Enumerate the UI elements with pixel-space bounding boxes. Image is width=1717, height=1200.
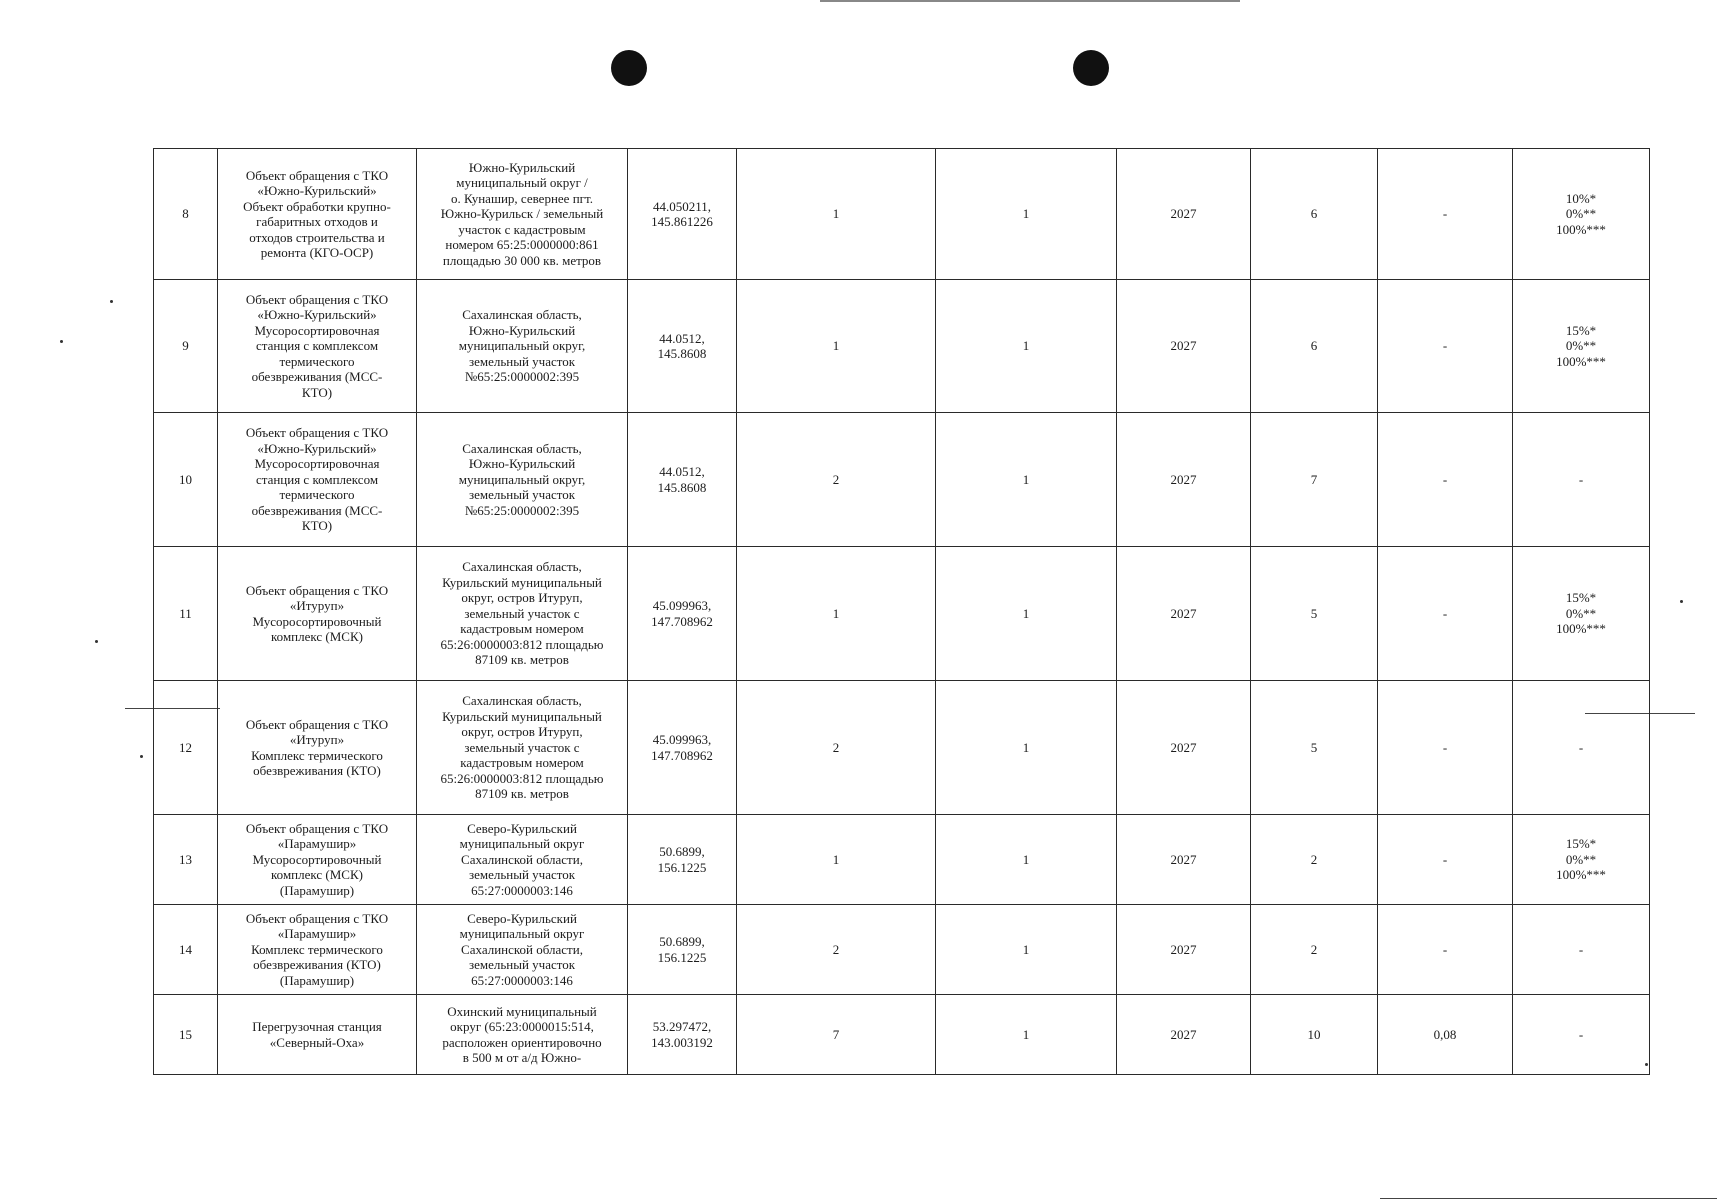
facility-coordinates: 44.0512, 145.8608 (628, 280, 737, 413)
cell-value-b: 1 (936, 995, 1117, 1075)
row-number: 10 (154, 413, 218, 547)
row-number: 12 (154, 681, 218, 815)
table-body (154, 149, 1650, 1075)
facility-coordinates: 44.050211, 145.861226 (628, 149, 737, 280)
row-number: 14 (154, 905, 218, 995)
table-row (154, 280, 1650, 413)
cell-value-e: - (1378, 905, 1513, 995)
row-number: 9 (154, 280, 218, 413)
cell-value-a: 2 (737, 905, 936, 995)
table-row (154, 905, 1650, 995)
cell-percentages: - (1513, 905, 1650, 995)
cell-year: 2027 (1117, 905, 1251, 995)
facility-address: Сахалинская область, Курильский муниципальный округ, остров Итуруп, земельный участок с кадастровым номером 65:26:0000003:812 площадью 87109 кв. метров (417, 547, 628, 681)
facility-address: Сахалинская область, Южно-Курильский муниципальный округ, земельный участок №65:25:0000002:395 (417, 280, 628, 413)
facility-coordinates: 45.099963, 147.708962 (628, 681, 737, 815)
cell-value-d: 10 (1251, 995, 1378, 1075)
cell-value-d: 2 (1251, 815, 1378, 905)
cell-year: 2027 (1117, 815, 1251, 905)
row-number: 8 (154, 149, 218, 280)
facility-address: Сахалинская область, Курильский муниципальный округ, остров Итуруп, земельный участок с кадастровым номером 65:26:0000003:812 площадью 87109 кв. метров (417, 681, 628, 815)
cell-year: 2027 (1117, 413, 1251, 547)
table-row (154, 995, 1650, 1075)
cell-percentages: - (1513, 413, 1650, 547)
cell-value-e: - (1378, 815, 1513, 905)
cell-value-a: 1 (737, 149, 936, 280)
cell-year: 2027 (1117, 995, 1251, 1075)
scan-speck (110, 300, 113, 303)
cell-value-b: 1 (936, 681, 1117, 815)
cell-percentages: 15%* 0%** 100%*** (1513, 815, 1650, 905)
punch-hole-left (611, 50, 647, 86)
cell-value-b: 1 (936, 547, 1117, 681)
table-row (154, 681, 1650, 815)
cell-value-e: - (1378, 149, 1513, 280)
table-row (154, 413, 1650, 547)
facility-address: Сахалинская область, Южно-Курильский муниципальный округ, земельный участок №65:25:0000002:395 (417, 413, 628, 547)
cell-percentages: 10%* 0%** 100%*** (1513, 149, 1650, 280)
facility-name: Объект обращения с ТКО «Парамушир» Мусоросортировочный комплекс (МСК) (Парамушир) (218, 815, 417, 905)
cell-value-d: 6 (1251, 149, 1378, 280)
cell-year: 2027 (1117, 149, 1251, 280)
cell-value-b: 1 (936, 280, 1117, 413)
cell-value-b: 1 (936, 905, 1117, 995)
cell-percentages: - (1513, 995, 1650, 1075)
cell-value-e: - (1378, 547, 1513, 681)
cell-value-a: 2 (737, 413, 936, 547)
facility-coordinates: 53.297472, 143.003192 (628, 995, 737, 1075)
cell-value-a: 7 (737, 995, 936, 1075)
cell-percentages: - (1513, 681, 1650, 815)
row-number: 15 (154, 995, 218, 1075)
facility-coordinates: 45.099963, 147.708962 (628, 547, 737, 681)
facility-address: Южно-Курильский муниципальный округ / о. Кунашир, севернее пгт. Южно-Курильск / земельный участок с кадастровым номером 65:25:0000000:861 площадью 30 000 кв. метров (417, 149, 628, 280)
scan-artifact-bottom (1380, 1198, 1717, 1199)
facility-name: Объект обращения с ТКО «Южно-Курильский» Мусоросортировочная станция с комплексом термического обезвреживания (МСС- КТО) (218, 413, 417, 547)
scan-speck (60, 340, 63, 343)
cell-value-e: - (1378, 413, 1513, 547)
cell-value-e: - (1378, 681, 1513, 815)
scan-artifact-top (820, 0, 1240, 2)
cell-value-a: 1 (737, 815, 936, 905)
facility-coordinates: 50.6899, 156.1225 (628, 815, 737, 905)
facility-name: Объект обращения с ТКО «Итуруп» Мусоросортировочный комплекс (МСК) (218, 547, 417, 681)
facility-coordinates: 50.6899, 156.1225 (628, 905, 737, 995)
facility-name: Объект обращения с ТКО «Итуруп» Комплекс термического обезвреживания (КТО) (218, 681, 417, 815)
cell-value-e: 0,08 (1378, 995, 1513, 1075)
facility-name: Объект обращения с ТКО «Парамушир» Комплекс термического обезвреживания (КТО) (Парамушир) (218, 905, 417, 995)
cell-value-d: 5 (1251, 547, 1378, 681)
facility-name: Перегрузочная станция «Северный-Оха» (218, 995, 417, 1075)
cell-value-a: 2 (737, 681, 936, 815)
table-row (154, 547, 1650, 681)
row-number: 13 (154, 815, 218, 905)
table-row (154, 815, 1650, 905)
cell-year: 2027 (1117, 547, 1251, 681)
facility-address: Северо-Курильский муниципальный округ Сахалинской области, земельный участок 65:27:0000003:146 (417, 905, 628, 995)
cell-value-b: 1 (936, 149, 1117, 280)
cell-year: 2027 (1117, 280, 1251, 413)
facility-address: Северо-Курильский муниципальный округ Сахалинской области, земельный участок 65:27:0000003:146 (417, 815, 628, 905)
cell-year: 2027 (1117, 681, 1251, 815)
facility-coordinates: 44.0512, 145.8608 (628, 413, 737, 547)
cell-value-b: 1 (936, 815, 1117, 905)
scan-speck (140, 755, 143, 758)
cell-value-e: - (1378, 280, 1513, 413)
row-number: 11 (154, 547, 218, 681)
cell-percentages: 15%* 0%** 100%*** (1513, 547, 1650, 681)
cell-value-a: 1 (737, 547, 936, 681)
facility-name: Объект обращения с ТКО «Южно-Курильский» Объект обработки крупно- габаритных отходов и отходов строительства и ремонта (КГО-ОСР) (218, 149, 417, 280)
cell-value-d: 2 (1251, 905, 1378, 995)
facility-address: Охинский муниципальный округ (65:23:0000015:514, расположен ориентировочно в 500 м от а/д Южно- (417, 995, 628, 1075)
cell-value-d: 5 (1251, 681, 1378, 815)
waste-facilities-table (153, 148, 1650, 1075)
cell-value-b: 1 (936, 413, 1117, 547)
cell-percentages: 15%* 0%** 100%*** (1513, 280, 1650, 413)
scan-speck (95, 640, 98, 643)
punch-hole-right (1073, 50, 1109, 86)
cell-value-d: 7 (1251, 413, 1378, 547)
scan-speck (1680, 600, 1683, 603)
cell-value-a: 1 (737, 280, 936, 413)
table-row (154, 149, 1650, 280)
cell-value-d: 6 (1251, 280, 1378, 413)
facility-name: Объект обращения с ТКО «Южно-Курильский» Мусоросортировочная станция с комплексом термического обезвреживания (МСС- КТО) (218, 280, 417, 413)
